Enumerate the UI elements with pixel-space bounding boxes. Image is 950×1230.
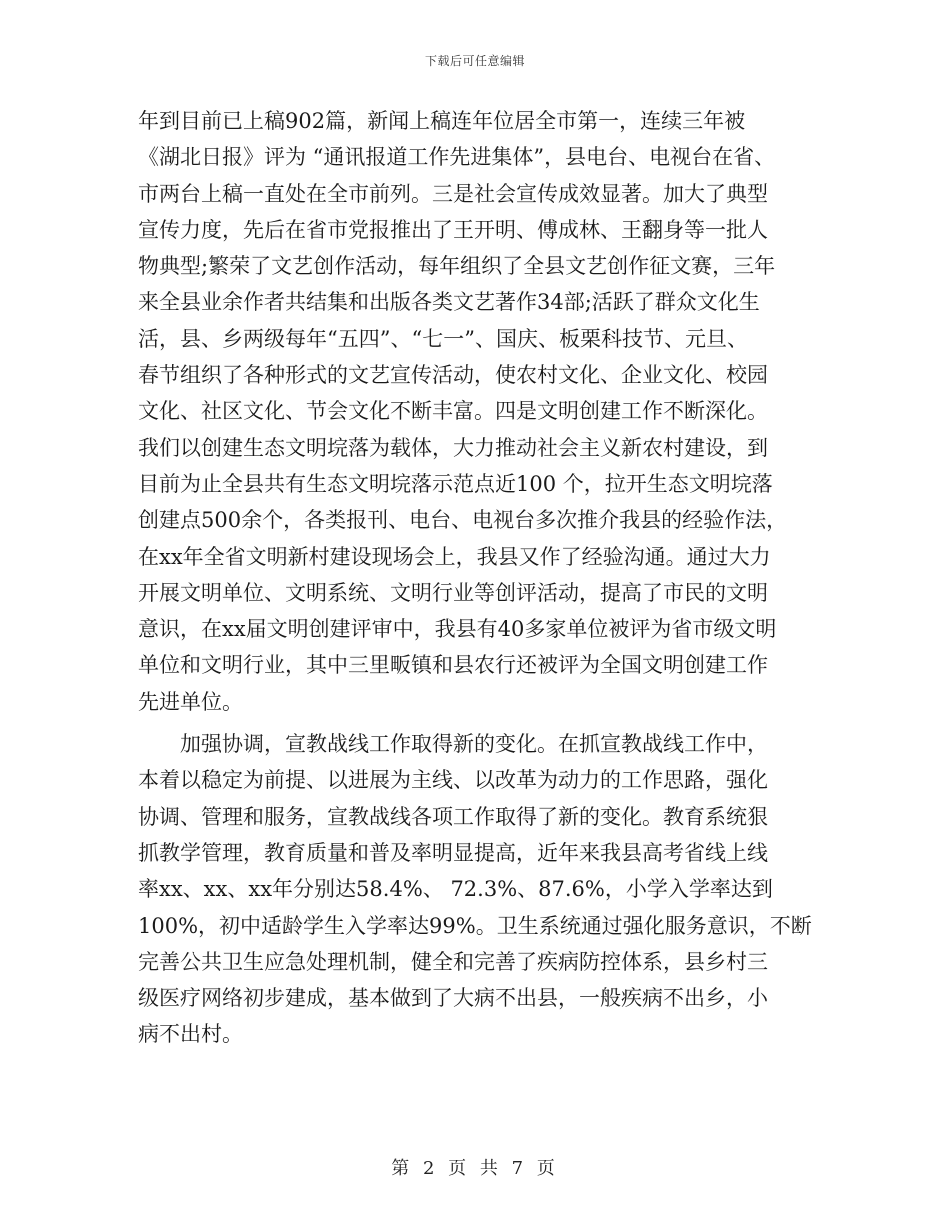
text-line: 开展文明单位、文明系统、文明行业等创评活动，提高了市民的文明 [138,580,768,605]
page-header: 下载后可任意编辑 [424,54,525,68]
text-line: 单位和文明行业，其中三里畈镇和县农行还被评为全国文明创建工作 [138,653,768,678]
text-line: 《湖北日报》评为 “通讯报道工作先进集体”，县电台、电视台在省、 [138,145,776,170]
text-line: 本着以稳定为前提、以进展为主线、以改革为动力的工作思路，强化 [138,768,768,793]
text-line: 来全县业余作者共结集和出版各类文艺著作34部;活跃了群众文化生 [138,290,760,315]
text-line: 在xx年全省文明新村建设现场会上，我县又作了经验沟通。通过大力 [138,544,771,569]
text-line: 病不出村。 [138,1022,243,1047]
text-line: 抓教学管理，教育质量和普及率明显提高，近年来我县高考省线上线 [138,840,768,865]
paragraph-2 [138,726,828,1053]
text-line: 意识，在xx届文明创建评审中，我县有40多家单位被评为省市级文明 [138,617,777,642]
text-line: 级医疗网络初步建成，基本做到了大病不出县，一般疾病不出乡，小 [138,986,768,1011]
text-line: 文化、社区文化、节会文化不断丰富。四是文明创建工作不断深化。 [138,399,768,424]
text-line: 100%，初中适龄学生入学率达99%。卫生系统通过强化服务意识，不断 [138,913,812,938]
text-line: 年到目前已上稿902篇，新闻上稿连年位居全市第一，连续三年被 [138,109,746,133]
page-footer: 第 2 页 共 7 页 [391,1158,559,1179]
text-line: 春节组织了各种形式的文艺宣传活动，使农村文化、企业文化、校园 [138,363,768,388]
text-line: 宣传力度，先后在省市党报推出了王开明、傅成林、王翻身等一批人 [138,217,768,242]
text-line: 活，县、乡两级每年“五四”、“七一”、国庆、板栗科技节、元旦、 [138,326,748,351]
text-line: 创建点500余个，各类报刊、电台、电视台多次推介我县的经验作法， [138,508,788,533]
text-line: 目前为止全县共有生态文明垸落示范点近100 个，拉开生态文明垸落 [138,471,773,496]
text-line: 我们以创建生态文明垸落为载体，大力推动社会主义新农村建设，到 [138,435,768,460]
text-line: 物典型;繁荣了文艺创作活动，每年组织了全县文艺创作征文赛，三年 [138,254,776,279]
text-line: 先进单位。 [138,689,243,714]
text-line: 市两台上稿一直处在全市前列。三是社会宣传成效显著。加大了典型 [138,181,768,206]
text-line: 完善公共卫生应急处理机制，健全和完善了疾病防控体系，县乡村三 [138,949,768,974]
text-line: 协调、管理和服务，宣教战线各项工作取得了新的变化。教育系统狠 [138,804,768,829]
paragraph-1 [138,103,828,720]
text-line: 加强协调，宣教战线工作取得新的变化。在抓宣教战线工作中， [180,732,768,757]
text-line: 率xx、xx、xx年分别达58.4%、 72.3%、87.6%，小学入学率达到 [138,877,773,902]
body-text [138,103,828,1053]
